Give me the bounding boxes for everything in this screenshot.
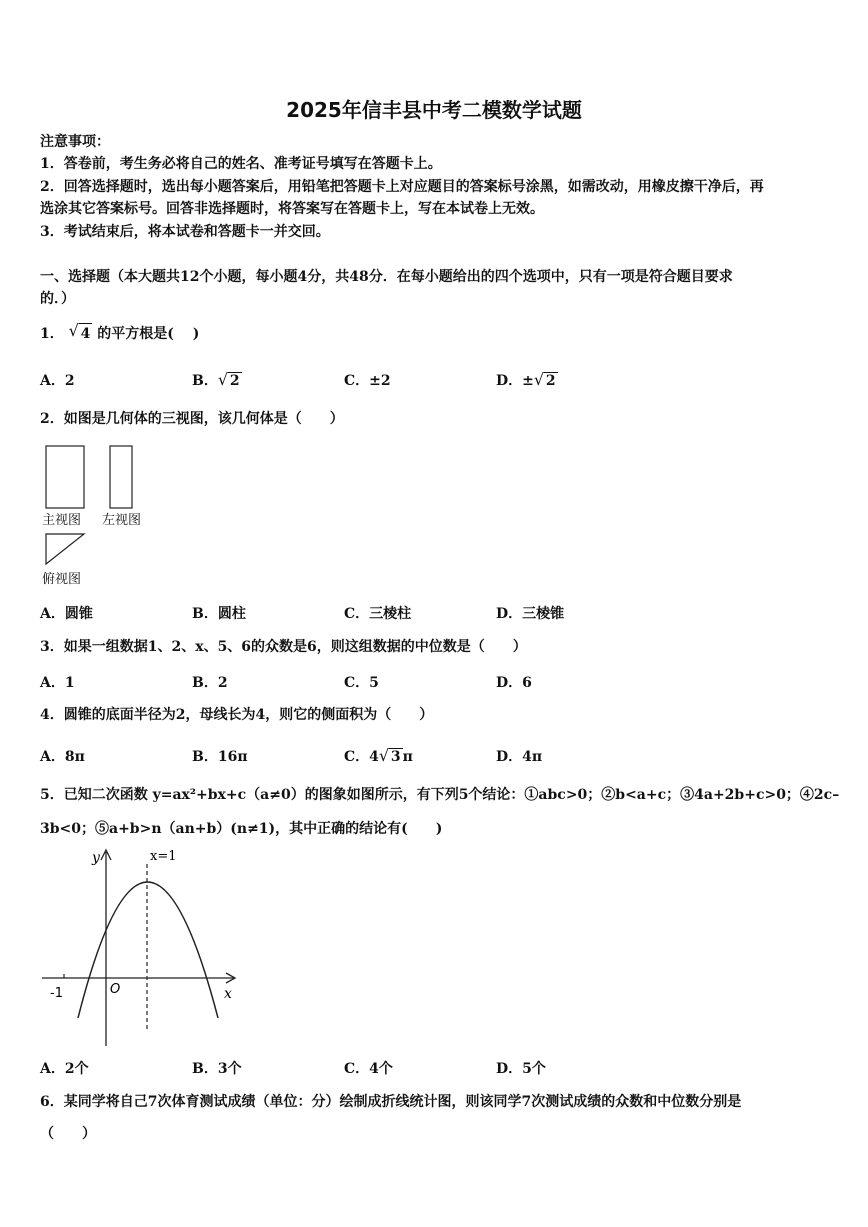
neg-one-label: -1 <box>50 986 63 1001</box>
q4-option-a: A．8π <box>40 749 85 765</box>
radicand: 2 <box>545 373 556 389</box>
question-6-line-1: 6．某同学将自己7次体育测试成绩（单位：分）绘制成折线统计图，则该同学7次测试成绩的众数和中位数分别是 <box>40 1094 742 1110</box>
question-5-line-2: 3b<0；⑤a+b>n（an+b）(n≠1)，其中正确的结论有( ) <box>40 821 443 837</box>
q3-option-a: A．1 <box>40 675 75 691</box>
parabola-curve <box>78 882 218 1018</box>
left-view-rect <box>110 446 132 508</box>
sqrt-icon: √ <box>68 321 79 340</box>
radicand: 4 <box>79 323 93 344</box>
sqrt-icon: √ <box>533 370 545 389</box>
section-heading-1: 一、选择题（本大题共12个小题，每小题4分，共48分．在每小题给出的四个选项中，只有一项是符合题目要求 <box>40 269 733 285</box>
front-view-label: 主视图 <box>42 513 82 528</box>
option-prefix: D．± <box>496 373 534 389</box>
q3-option-b: B．2 <box>192 675 228 691</box>
q5-option-c: C．4个 <box>344 1061 393 1077</box>
sqrt-expression <box>534 372 558 389</box>
q5-option-d: D．5个 <box>496 1061 546 1077</box>
sqrt-icon: √ <box>217 370 229 389</box>
q2-option-a: A．圆锥 <box>40 606 93 622</box>
q1-option-c: C．±2 <box>344 373 391 389</box>
radicand: 2 <box>229 373 240 389</box>
note-3: 3．考试结束后，将本试卷和答题卡一并交回。 <box>40 224 330 240</box>
option-suffix: π <box>402 749 413 765</box>
note-1: 1．答卷前，考生务必将自己的姓名、准考证号填写在答题卡上。 <box>40 156 442 172</box>
sqrt-expression <box>379 748 403 765</box>
question-text: 的平方根是( ) <box>97 326 200 342</box>
q4-option-c <box>344 746 413 766</box>
question-number: 1． <box>40 326 64 342</box>
q1-option-a: A．2 <box>40 373 75 389</box>
symmetry-axis-label: x=1 <box>150 849 177 864</box>
q1-option-b <box>192 370 242 390</box>
page-title: 2025年信丰县中考二模数学试题 <box>286 98 582 122</box>
sqrt-expression <box>69 323 93 344</box>
sqrt-icon: √ <box>378 746 390 765</box>
q3-option-c: C．5 <box>344 675 379 691</box>
section-heading-2: 的．） <box>40 291 75 307</box>
q5-option-b: B．3个 <box>192 1061 242 1077</box>
q2-option-b: B．圆柱 <box>192 606 246 622</box>
left-view-label: 左视图 <box>102 513 142 528</box>
question-1 <box>40 323 199 344</box>
option-prefix: C．4 <box>344 749 379 765</box>
y-axis-label: y <box>92 850 100 866</box>
top-view-label: 俯视图 <box>42 572 82 587</box>
origin-label: O <box>110 982 121 997</box>
question-4: 4．圆锥的底面半径为2，母线长为4，则它的侧面积为（ ） <box>40 707 434 723</box>
note-2b: 选涂其它答案标号。回答非选择题时，将答案写在答题卡上，写在本试卷上无效。 <box>40 201 544 217</box>
radicand: 3 <box>390 749 401 765</box>
parabola-graph <box>40 846 250 1050</box>
question-6-line-2: （ ） <box>40 1126 96 1142</box>
front-view-rect <box>46 446 84 508</box>
option-prefix: B． <box>192 373 218 389</box>
q1-option-d <box>496 370 558 390</box>
q2-option-c: C．三棱柱 <box>344 606 412 622</box>
question-2: 2．如图是几何体的三视图，该几何体是（ ） <box>40 411 344 427</box>
q4-option-d: D．4π <box>496 749 543 765</box>
top-view-triangle <box>46 534 84 564</box>
notes-heading: 注意事项： <box>40 134 110 150</box>
note-2a: 2．回答选择题时，选出每小题答案后，用铅笔把答题卡上对应题目的答案标号涂黑，如需改动，用橡皮擦干净后，再 <box>40 179 764 195</box>
question-3: 3．如果一组数据1、2、x、5、6的众数是6，则这组数据的中位数是（ ） <box>40 639 527 655</box>
x-axis-label: x <box>224 986 232 1002</box>
q2-option-d: D．三棱锥 <box>496 606 565 622</box>
q3-option-d: D．6 <box>496 675 532 691</box>
sqrt-expression <box>218 372 242 389</box>
q5-option-a: A．2个 <box>40 1061 89 1077</box>
question-5-line-1: 5．已知二次函数 y=ax²+bx+c（a≠0）的图象如图所示，有下列5个结论：①abc>0；②b<a+c；③4a+2b+c>0；④2c– <box>40 787 840 803</box>
q4-option-b: B．16π <box>192 749 248 765</box>
